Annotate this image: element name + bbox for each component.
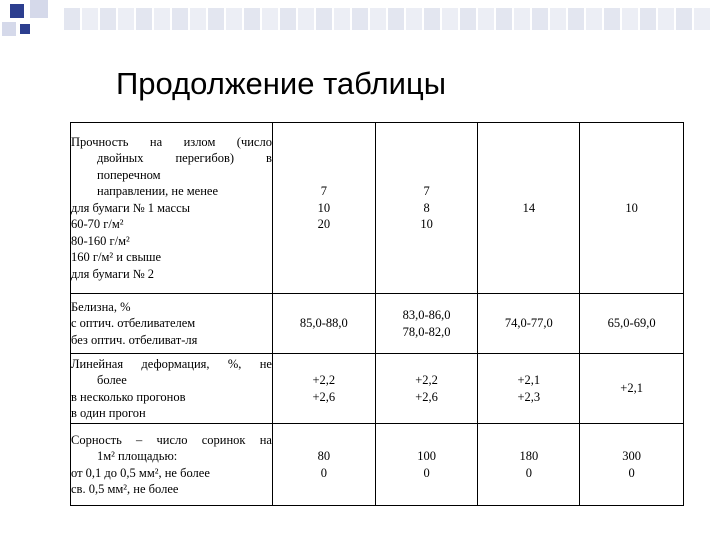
deco-strip-square — [514, 8, 530, 30]
deco-strip-square — [316, 8, 332, 30]
value-cell — [478, 123, 580, 294]
value-text: 10 — [625, 200, 638, 215]
decorative-header-squares — [0, 0, 720, 45]
value-text: 300 — [622, 449, 641, 463]
deco-square-dark — [20, 24, 30, 34]
description-line: без оптич. отбеливат-ля — [71, 332, 198, 347]
deco-strip-square — [226, 8, 242, 30]
deco-square-light — [30, 0, 48, 18]
deco-strip-square — [280, 8, 296, 30]
deco-strip-square — [424, 8, 440, 30]
value-cell — [478, 294, 580, 354]
deco-strip-square — [640, 8, 656, 30]
deco-strip-square — [118, 8, 134, 30]
value-cell — [375, 123, 478, 294]
value-text: 85,0-88,0 — [299, 316, 348, 331]
deco-strip-square — [64, 8, 80, 30]
deco-strip-square — [676, 8, 692, 30]
deco-strip-square — [334, 8, 350, 30]
value-text: 100 — [417, 449, 436, 463]
specifications-table — [70, 122, 684, 506]
deco-strip-square — [172, 8, 188, 30]
deco-strip-square — [388, 8, 404, 30]
deco-strip-square — [136, 8, 152, 30]
description-line: поперечном — [97, 167, 161, 182]
value-cell — [375, 294, 478, 354]
description-line: Линейная деформация, %, не — [71, 356, 272, 371]
deco-square-strip — [64, 8, 720, 30]
value-text: 0 — [423, 465, 430, 480]
deco-strip-square — [550, 8, 566, 30]
deco-strip-square — [298, 8, 314, 30]
description-line: с оптич. отбеливателем — [71, 316, 196, 331]
value-text: 180 — [519, 449, 539, 463]
deco-strip-square — [658, 8, 674, 30]
deco-strip-square — [82, 8, 98, 30]
slide-title: Продолжение таблицы — [116, 66, 446, 101]
deco-strip-square — [208, 8, 224, 30]
table-row — [71, 294, 684, 354]
value-text: 20 — [317, 217, 331, 232]
value-cell — [478, 354, 580, 424]
row-description — [71, 294, 273, 354]
value-text: +2,2 — [312, 373, 336, 387]
value-text: 7 — [320, 184, 327, 199]
value-cell — [375, 424, 478, 506]
value-text: 8 — [423, 200, 430, 215]
value-text: +2,1 — [620, 381, 643, 396]
description-line: для бумаги № 1 массы — [71, 200, 191, 215]
description-line: в несколько прогонов — [71, 389, 186, 404]
value-text: 83,0-86,0 — [402, 308, 451, 322]
deco-strip-square — [244, 8, 260, 30]
value-cell — [580, 123, 684, 294]
deco-strip-square — [442, 8, 458, 30]
table-row — [71, 424, 684, 506]
value-text: 10 — [317, 200, 331, 215]
value-text: +2,6 — [415, 389, 438, 404]
deco-square-dark — [10, 4, 24, 18]
value-text: 0 — [525, 465, 532, 480]
deco-strip-square — [496, 8, 512, 30]
value-text: 14 — [522, 200, 536, 215]
value-cell — [272, 294, 375, 354]
description-line: для бумаги № 2 — [71, 266, 155, 281]
value-text: +2,6 — [312, 389, 336, 404]
value-text: +2,2 — [415, 373, 438, 387]
deco-strip-square — [478, 8, 494, 30]
description-line: 160 г/м² и свыше — [71, 250, 162, 265]
deco-strip-square — [352, 8, 368, 30]
value-text: 0 — [628, 465, 635, 480]
description-line: двойных перегибов) в — [97, 151, 272, 166]
deco-strip-square — [190, 8, 206, 30]
value-text: 65,0-69,0 — [607, 316, 656, 331]
description-line: 1м² площадью: — [97, 449, 178, 463]
description-line: 80-160 г/м² — [71, 233, 130, 248]
deco-strip-square — [370, 8, 386, 30]
value-text: 0 — [320, 465, 327, 480]
deco-strip-square — [622, 8, 638, 30]
value-cell — [272, 354, 375, 424]
deco-strip-square — [406, 8, 422, 30]
description-line: Прочность на излом (число — [71, 134, 272, 149]
description-line: направлении, не менее — [97, 184, 219, 199]
row-description — [71, 354, 273, 424]
deco-square-light — [2, 22, 16, 36]
deco-strip-square — [586, 8, 602, 30]
value-text: 80 — [317, 449, 331, 463]
deco-strip-square — [532, 8, 548, 30]
value-text: 74,0-77,0 — [504, 316, 553, 331]
deco-strip-square — [100, 8, 116, 30]
description-line: Белизна, % — [71, 299, 131, 314]
value-text: 78,0-82,0 — [402, 324, 451, 339]
row-description — [71, 123, 273, 294]
table-row — [71, 123, 684, 294]
deco-strip-square — [460, 8, 476, 30]
description-line: в один прогон — [71, 406, 146, 420]
deco-strip-square — [694, 8, 710, 30]
description-line: Сорность – число соринок на — [71, 432, 272, 447]
value-text: 7 — [423, 184, 430, 199]
value-cell — [478, 424, 580, 506]
value-cell — [272, 424, 375, 506]
value-text: 10 — [420, 217, 433, 232]
deco-strip-square — [154, 8, 170, 30]
value-text: +2,3 — [517, 389, 541, 404]
deco-strip-square — [604, 8, 620, 30]
description-line: 60-70 г/м² — [71, 217, 124, 232]
description-line: более — [97, 373, 127, 387]
value-cell — [580, 294, 684, 354]
value-text: +2,1 — [517, 373, 541, 387]
deco-strip-square — [568, 8, 584, 30]
value-cell — [580, 354, 684, 424]
value-cell — [375, 354, 478, 424]
description-line: св. 0,5 мм², не более — [71, 482, 179, 496]
value-cell — [272, 123, 375, 294]
deco-strip-square — [262, 8, 278, 30]
value-cell — [580, 424, 684, 506]
description-line: от 0,1 до 0,5 мм², не более — [71, 465, 210, 480]
row-description — [71, 424, 273, 506]
table-row — [71, 354, 684, 424]
